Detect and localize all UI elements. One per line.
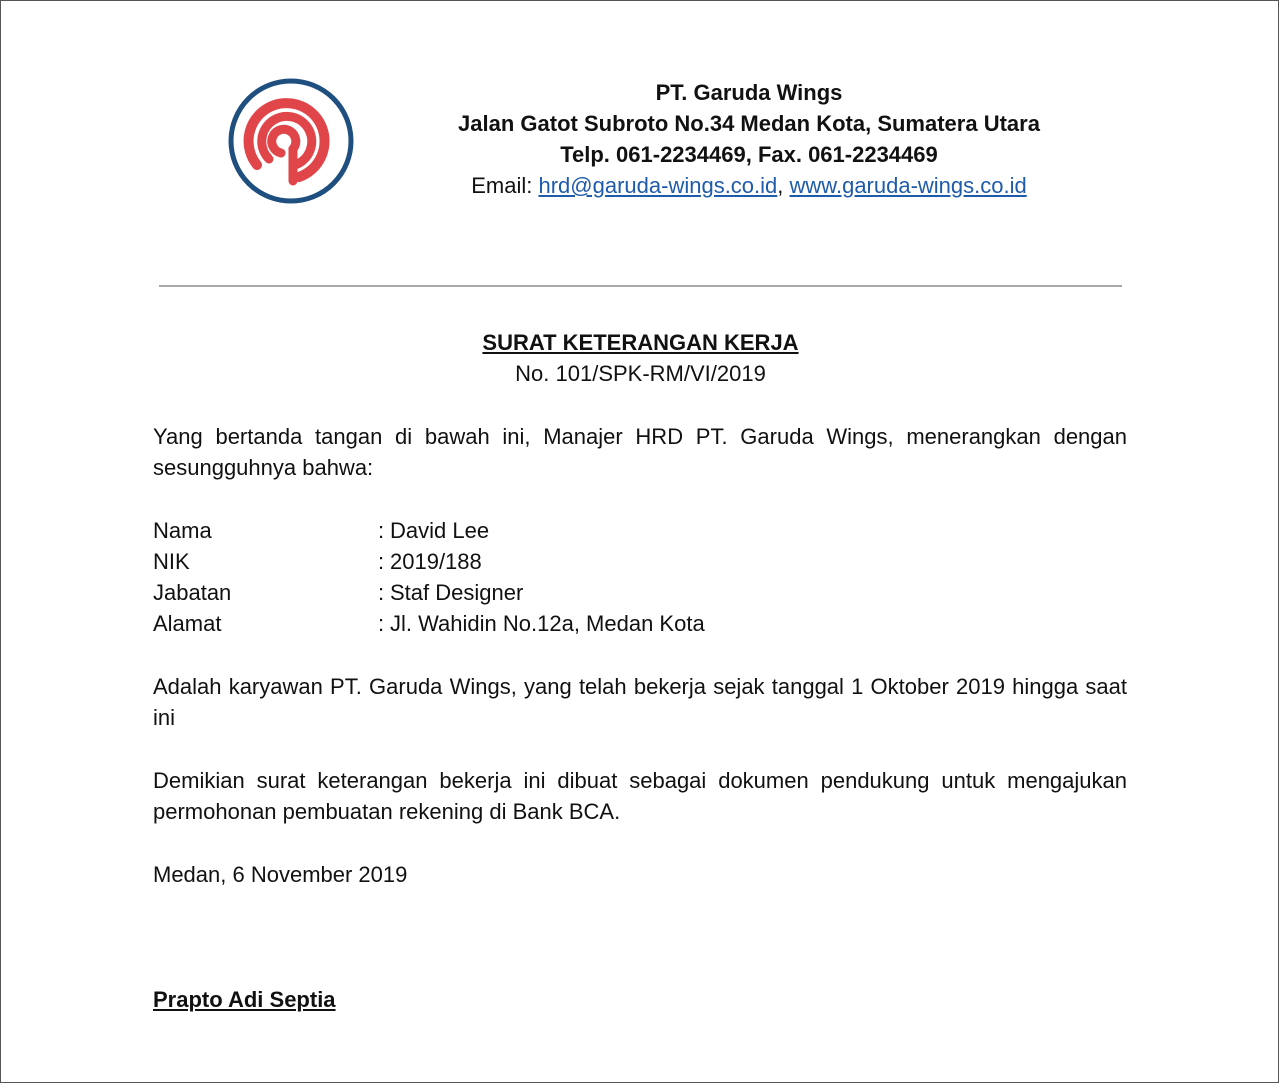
detail-row-nama <box>153 515 705 546</box>
detail-value: Staf Designer <box>390 580 524 605</box>
detail-value: 2019/188 <box>390 549 482 574</box>
employment-paragraph: Adalah karyawan PT. Garuda Wings, yang telah bekerja sejak tanggal 1 Oktober 2019 hingga saat ini <box>153 674 1127 730</box>
intro-paragraph: Yang bertanda tangan di bawah ini, Manajer HRD PT. Garuda Wings, menerangkan dengan sesungguhnya bahwa: <box>153 424 1127 480</box>
detail-value: David Lee <box>390 518 490 543</box>
signer-name: Prapto Adi Septia <box>153 987 336 1012</box>
letterhead <box>381 77 1117 201</box>
email-label: Email: <box>471 173 539 198</box>
place-date: Medan, 6 November 2019 <box>153 862 408 887</box>
detail-label: Nama <box>153 518 212 543</box>
website-link[interactable]: www.garuda-wings.co.id <box>789 173 1027 198</box>
email-link[interactable]: hrd@garuda-wings.co.id <box>538 173 778 198</box>
detail-row-alamat <box>153 608 705 639</box>
employee-details <box>153 515 705 639</box>
detail-separator: : <box>378 580 385 605</box>
detail-separator: : <box>378 611 385 636</box>
company-logo-icon <box>227 77 355 205</box>
detail-label: Jabatan <box>153 580 232 605</box>
document-title: SURAT KETERANGAN KERJA <box>482 330 799 355</box>
document-number: No. 101/SPK-RM/VI/2019 <box>515 361 766 386</box>
company-phone-fax: Telp. 061-2234469, Fax. 061-2234469 <box>560 142 938 167</box>
header-divider <box>159 285 1122 287</box>
company-name: PT. Garuda Wings <box>655 80 843 105</box>
contact-separator: , <box>777 173 790 198</box>
detail-label: Alamat <box>153 611 222 636</box>
detail-label: NIK <box>153 549 190 574</box>
document-title-block <box>1 327 1279 389</box>
detail-row-jabatan <box>153 577 705 608</box>
detail-separator: : <box>378 518 385 543</box>
closing-paragraph: Demikian surat keterangan bekerja ini dibuat sebagai dokumen pendukung untuk mengajukan permohonan pembuatan rekening di Bank BCA. <box>153 768 1127 824</box>
detail-row-nik <box>153 546 705 577</box>
detail-separator: : <box>378 549 385 574</box>
detail-value: Jl. Wahidin No.12a, Medan Kota <box>390 611 705 636</box>
company-address: Jalan Gatot Subroto No.34 Medan Kota, Sumatera Utara <box>458 111 1040 136</box>
company-contact <box>381 170 1117 201</box>
